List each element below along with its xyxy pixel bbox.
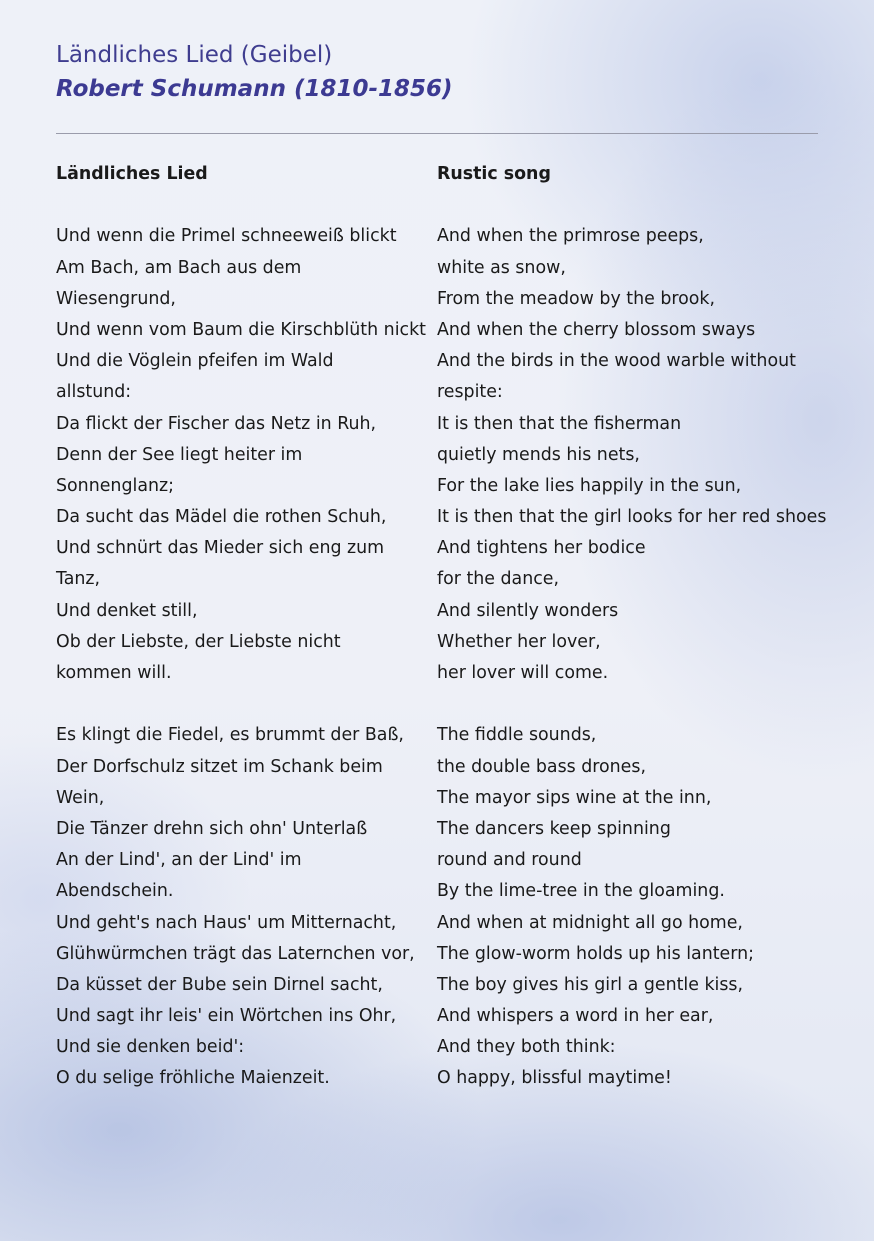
verse-line: Und wenn die Primel schneeweiß blickt	[56, 226, 397, 247]
german-stanza-1	[56, 221, 428, 689]
english-stanza-2	[437, 720, 857, 1094]
composer-subtitle: Robert Schumann (1810-1856)	[56, 76, 453, 102]
verse-line: And they both think:	[437, 1037, 616, 1058]
verse-line: Ob der Liebste, der Liebste nicht	[56, 631, 341, 652]
verse-line: O happy, blissful maytime!	[437, 1068, 672, 1089]
verse-line: Da sucht das Mädel die rothen Schuh,	[56, 507, 387, 528]
verse-line: Die Tänzer drehn sich ohn' Unterlaß	[56, 818, 368, 839]
verse-line: Denn der See liegt heiter im	[56, 444, 303, 465]
spacer	[437, 689, 857, 720]
english-heading: Rustic song	[437, 164, 551, 184]
verse-line: The fiddle sounds,	[437, 725, 597, 746]
german-column	[56, 159, 428, 1095]
verse-line: Der Dorfschulz sitzet im Schank beim	[56, 756, 383, 777]
verse-line: white as snow,	[437, 257, 566, 278]
verse-line: Sonnenglanz;	[56, 475, 174, 496]
verse-line: Und sagt ihr leis' ein Wörtchen ins Ohr,	[56, 1006, 397, 1027]
verse-line: kommen will.	[56, 663, 172, 683]
verse-line: Und sie denken beid':	[56, 1037, 245, 1058]
verse-line: And when the primrose peeps,	[437, 226, 704, 247]
verse-line: her lover will come.	[437, 663, 609, 683]
verse-line: Am Bach, am Bach aus dem	[56, 257, 302, 278]
verse-line: allstund:	[56, 382, 132, 403]
verse-line: Tanz,	[56, 569, 101, 590]
verse-line: Und schnürt das Mieder sich eng zum	[56, 538, 385, 559]
verse-line: An der Lind', an der Lind' im	[56, 850, 302, 871]
english-stanza-1	[437, 221, 857, 689]
verse-line: It is then that the girl looks for her red shoes	[437, 507, 827, 528]
german-stanza-2	[56, 720, 428, 1094]
verse-line: Und denket still,	[56, 600, 198, 621]
spacer	[437, 190, 857, 221]
verse-line: for the dance,	[437, 569, 560, 590]
verse-line: The glow-worm holds up his lantern;	[437, 943, 754, 964]
verse-line: Da flickt der Fischer das Netz in Ruh,	[56, 413, 377, 434]
verse-line: Und geht's nach Haus' um Mitternacht,	[56, 912, 397, 933]
verse-line: And when the cherry blossom sways	[437, 319, 756, 340]
page-title: Ländliches Lied (Geibel)	[56, 42, 333, 68]
verse-line: Wein,	[56, 787, 105, 808]
german-heading: Ländliches Lied	[56, 164, 208, 184]
verse-line: respite:	[437, 382, 503, 403]
english-column	[437, 159, 857, 1095]
verse-line: From the meadow by the brook,	[437, 288, 716, 309]
verse-line: And when at midnight all go home,	[437, 912, 743, 933]
verse-line: Wiesengrund,	[56, 288, 176, 309]
verse-line: Glühwürmchen trägt das Laternchen vor,	[56, 943, 415, 964]
verse-line: Da küsset der Bube sein Dirnel sacht,	[56, 974, 383, 995]
verse-line: The mayor sips wine at the inn,	[437, 787, 712, 808]
verse-line: Abendschein.	[56, 881, 174, 902]
verse-line: Und wenn vom Baum die Kirschblüth nickt	[56, 319, 426, 340]
verse-line: By the lime-tree in the gloaming.	[437, 881, 725, 902]
verse-line: And whispers a word in her ear,	[437, 1006, 714, 1027]
spacer	[56, 689, 428, 720]
verse-line: For the lake lies happily in the sun,	[437, 475, 742, 496]
verse-line: It is then that the fisherman	[437, 413, 682, 434]
spacer	[56, 190, 428, 221]
verse-line: And silently wonders	[437, 600, 619, 621]
verse-line: And tightens her bodice	[437, 538, 646, 559]
verse-line: the double bass drones,	[437, 756, 646, 777]
verse-line: And the birds in the wood warble without	[437, 351, 796, 372]
verse-line: The dancers keep spinning	[437, 818, 671, 839]
verse-line: quietly mends his nets,	[437, 444, 640, 465]
verse-line: Es klingt die Fiedel, es brummt der Baß,	[56, 725, 404, 746]
verse-line: Und die Vöglein pfeifen im Wald	[56, 351, 334, 372]
page-header	[56, 38, 453, 106]
header-divider	[56, 133, 818, 134]
verse-line: Whether her lover,	[437, 631, 601, 652]
verse-line: The boy gives his girl a gentle kiss,	[437, 974, 744, 995]
verse-line: round and round	[437, 850, 582, 871]
verse-line: O du selige fröhliche Maienzeit.	[56, 1068, 330, 1089]
